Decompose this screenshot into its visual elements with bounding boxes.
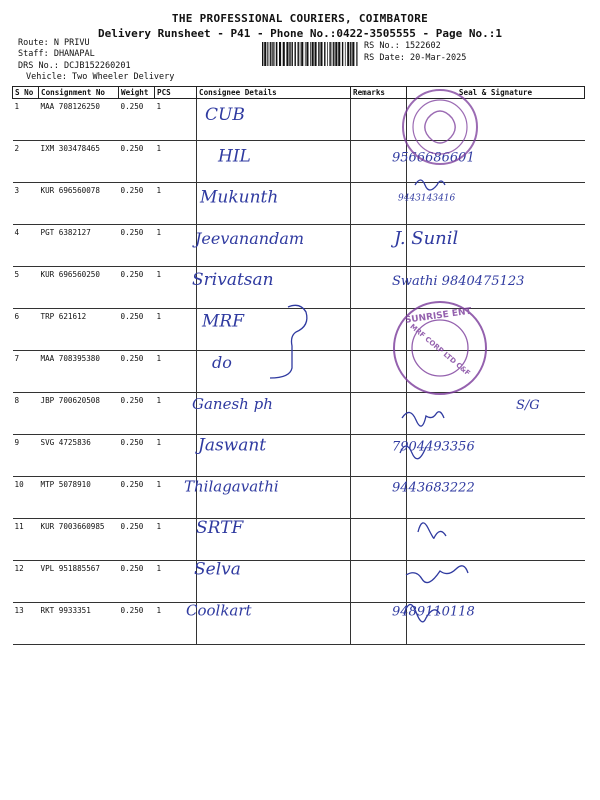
cell-consignee <box>197 519 351 561</box>
handwritten-consignee: MRF <box>202 311 245 332</box>
cell-consignment: MTP 5078910 <box>39 477 119 519</box>
handwritten-consignee: SRTF <box>196 518 244 538</box>
cell-weight: 0.250 <box>119 225 155 267</box>
table-row <box>13 267 585 309</box>
handwritten-consignee: Ganesh ph <box>192 395 273 414</box>
staff-info: Staff: DHANAPAL <box>18 49 95 59</box>
cell-remarks <box>351 519 407 561</box>
cell-weight: 0.250 <box>119 141 155 183</box>
table-row <box>13 519 585 561</box>
cell-remarks <box>351 351 407 393</box>
cell-sno: 1 <box>13 99 39 141</box>
company-title: THE PROFESSIONAL COURIERS, COIMBATORE <box>171 12 429 25</box>
col-header-remarks: Remarks <box>351 87 407 99</box>
col-header-sno: S No <box>13 87 39 99</box>
handwritten-signature: 9443143416 <box>398 193 456 204</box>
cell-consignment: PGT 6382127 <box>39 225 119 267</box>
cell-remarks <box>351 477 407 519</box>
cell-consignment: KUR 7003660985 <box>39 519 119 561</box>
cell-pcs: 1 <box>155 477 197 519</box>
runsheet-subtitle: Delivery Runsheet - P41 - Phone No.:0422-3505555 - Page No.:1 <box>98 27 502 40</box>
cell-pcs: 1 <box>155 519 197 561</box>
cell-consignment: KUR 696560078 <box>39 183 119 225</box>
handwritten-consignee: Jeevanandam <box>195 228 305 248</box>
table-row <box>13 183 585 225</box>
handwritten-consignee: Mukunth <box>200 187 279 208</box>
cell-consignment: MAA 708126250 <box>39 99 119 141</box>
table-row <box>13 435 585 477</box>
col-header-pcs: PCS <box>155 87 197 99</box>
cell-weight: 0.250 <box>119 183 155 225</box>
cell-seal <box>407 561 585 603</box>
cell-remarks <box>351 603 407 645</box>
cell-pcs: 1 <box>155 225 197 267</box>
cell-consignment: JBP 700620508 <box>39 393 119 435</box>
handwritten-consignee: Selva <box>194 559 241 580</box>
cell-pcs: 1 <box>155 309 197 351</box>
cell-consignment: KUR 696560250 <box>39 267 119 309</box>
cell-pcs: 1 <box>155 603 197 645</box>
table-row <box>13 393 585 435</box>
col-header-consignee: Consignee Details <box>197 87 351 99</box>
handwritten-signature: 7904493356 <box>392 439 475 455</box>
handwritten-signature: 9566686601 <box>392 150 475 166</box>
cell-consignment: SVG 4725836 <box>39 435 119 477</box>
cell-consignee <box>197 561 351 603</box>
cell-seal <box>407 141 585 183</box>
cell-consignment: MAA 708395380 <box>39 351 119 393</box>
cell-remarks <box>351 183 407 225</box>
cell-sno: 7 <box>13 351 39 393</box>
table-row <box>13 603 585 645</box>
cell-weight: 0.250 <box>119 393 155 435</box>
cell-consignee <box>197 351 351 393</box>
col-header-weight: Weight <box>119 87 155 99</box>
cell-remarks <box>351 309 407 351</box>
cell-seal <box>407 477 585 519</box>
cell-consignee <box>197 99 351 141</box>
cell-consignment: VPL 951885567 <box>39 561 119 603</box>
col-header-seal: Seal & Signature <box>407 87 585 99</box>
route-info: Route: N PRIVU <box>18 38 90 48</box>
cell-pcs: 1 <box>155 561 197 603</box>
cell-seal <box>407 309 585 351</box>
vehicle-info: Vehicle: Two Wheeler Delivery <box>26 72 175 82</box>
cell-remarks <box>351 393 407 435</box>
col-header-consignment: Consignment No <box>39 87 119 99</box>
cell-consignee <box>197 267 351 309</box>
cell-seal <box>407 225 585 267</box>
cell-weight: 0.250 <box>119 477 155 519</box>
cell-pcs: 1 <box>155 99 197 141</box>
cell-consignment: RKT 9933351 <box>39 603 119 645</box>
cell-seal <box>407 603 585 645</box>
cell-seal <box>407 183 585 225</box>
cell-seal <box>407 435 585 477</box>
cell-consignee <box>197 183 351 225</box>
cell-sno: 9 <box>13 435 39 477</box>
cell-weight: 0.250 <box>119 519 155 561</box>
cell-sno: 10 <box>13 477 39 519</box>
cell-pcs: 1 <box>155 267 197 309</box>
handwritten-signature: 9489110118 <box>392 604 475 620</box>
cell-remarks <box>351 435 407 477</box>
cell-consignee <box>197 477 351 519</box>
cell-sno: 8 <box>13 393 39 435</box>
handwritten-signature: J. Sunil <box>394 227 459 249</box>
table-row <box>13 561 585 603</box>
svg-text:SUNRISE ENT: SUNRISE ENT <box>404 306 473 326</box>
handwritten-consignee: Srivatsan <box>192 270 274 291</box>
table-header-row <box>13 87 585 99</box>
cell-weight: 0.250 <box>119 99 155 141</box>
table-row <box>13 99 585 141</box>
cell-consignee <box>197 435 351 477</box>
cell-pcs: 1 <box>155 141 197 183</box>
cell-weight: 0.250 <box>119 309 155 351</box>
cell-consignee <box>197 603 351 645</box>
handwritten-consignee: Jaswant <box>198 435 267 456</box>
svg-text:MRF CORP LTD C&F: MRF CORP LTD C&F <box>408 322 472 378</box>
table-row <box>13 351 585 393</box>
cell-seal <box>407 393 585 435</box>
handwritten-signature: 9443683222 <box>392 480 475 496</box>
cell-weight: 0.250 <box>119 561 155 603</box>
cell-remarks <box>351 141 407 183</box>
table-row <box>13 309 585 351</box>
cell-sno: 2 <box>13 141 39 183</box>
handwritten-signature: Swathi 9840475123 <box>392 274 525 290</box>
cell-seal <box>407 351 585 393</box>
runsheet-table <box>12 86 585 645</box>
cell-consignee <box>197 141 351 183</box>
cell-remarks <box>351 225 407 267</box>
cell-remarks <box>351 99 407 141</box>
cell-seal <box>407 519 585 561</box>
cell-consignee <box>197 225 351 267</box>
cell-weight: 0.250 <box>119 603 155 645</box>
drs-number: DRS No.: DCJB152260201 <box>18 61 131 71</box>
cell-sno: 5 <box>13 267 39 309</box>
cell-remarks <box>351 561 407 603</box>
cell-sno: 4 <box>13 225 39 267</box>
table-row <box>13 477 585 519</box>
cell-sno: 13 <box>13 603 39 645</box>
cell-consignment: TRP 621612 <box>39 309 119 351</box>
barcode-icon <box>262 42 358 66</box>
handwritten-consignee: Coolkart <box>186 601 252 620</box>
cell-seal <box>407 267 585 309</box>
handwritten-consignee: HIL <box>218 146 251 167</box>
cell-pcs: 1 <box>155 351 197 393</box>
handwritten-signature: S/G <box>516 398 540 414</box>
handwritten-consignee: CUB <box>205 105 245 125</box>
cell-sno: 3 <box>13 183 39 225</box>
cell-remarks <box>351 267 407 309</box>
cell-weight: 0.250 <box>119 267 155 309</box>
cell-pcs: 1 <box>155 183 197 225</box>
cell-sno: 11 <box>13 519 39 561</box>
cell-pcs: 1 <box>155 393 197 435</box>
rs-date: RS Date: 20-Mar-2025 <box>364 53 467 63</box>
cell-sno: 12 <box>13 561 39 603</box>
table-row <box>13 141 585 183</box>
handwritten-consignee: Thilagavathi <box>184 477 279 496</box>
cell-consignee <box>197 393 351 435</box>
cell-consignee <box>197 309 351 351</box>
rs-number: RS No.: 1522602 <box>364 41 441 51</box>
cell-sno: 6 <box>13 309 39 351</box>
handwritten-consignee: do <box>212 352 232 372</box>
table-row <box>13 225 585 267</box>
cell-pcs: 1 <box>155 435 197 477</box>
cell-seal <box>407 99 585 141</box>
cell-consignment: IXM 303478465 <box>39 141 119 183</box>
cell-weight: 0.250 <box>119 351 155 393</box>
cell-weight: 0.250 <box>119 435 155 477</box>
